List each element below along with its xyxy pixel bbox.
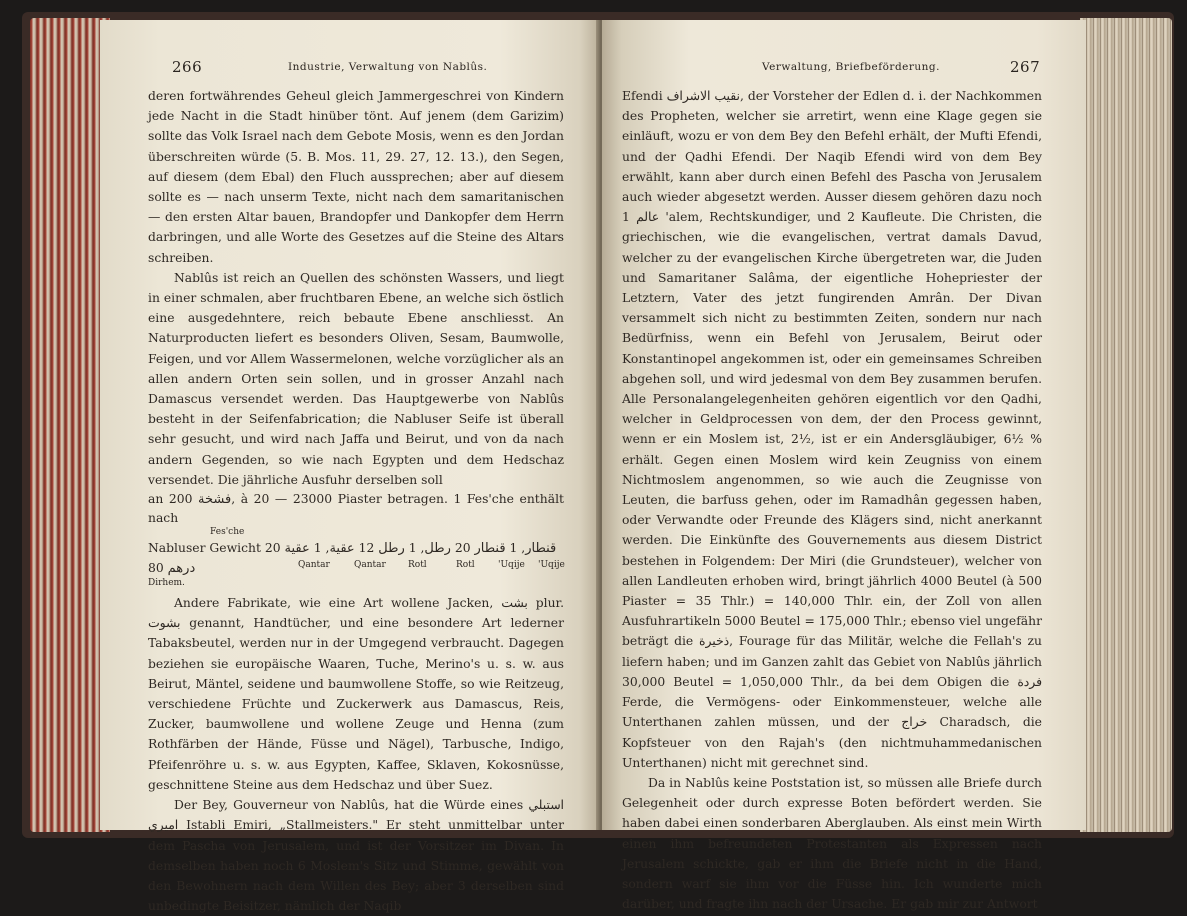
left-paragraph: deren fortwährendes Geheul gleich Jammergeschrei von Kindern jede Nacht in die Stadt hinüber tönt. Auf jenem (dem Garizim) sollte das Volk Israel nach dem Gebote Mosis, wenn es den Jordan überschreiten würde (5. B. Mos. 11, 29. 27, 12. 13.), den Segen, auf diesem (dem Ebal) den Fluch aussprechen; aber auf diesem sollte es — nach unserm Texte, nicht nach dem samaritanischen — den ersten Altar bauen, Brandopfer und Dankopfer dem Herrn darbringen, und alle Worte des Gesetzes auf die Steine des Altars schreiben.	[148, 89, 564, 265]
weight-last: 80 درهم	[148, 561, 196, 577]
right-page-number: 267	[1010, 58, 1041, 76]
right-paragraph: Efendi نقيب الاشراف, der Vorsteher der Edlen d. i. der Nachkommen des Propheten, welcher sie arretirt, wenn eine Klage gegen sie einläuft, wozu er von dem Bey den Befehl erhält, der Mufti Efendi, und der Qadhi Efendi. Der Naqib Efendi wird von dem Bey erwählt, kann aber durch einen Befehl des Pascha von Jerusalem auch wieder abgesetzt werden. Ausser diesem gehören dazu noch 1 عالم 'alem, Rechtskundiger, und 2 Kaufleute. Die Christen, die griechischen, wie die evangelischen, vertrat damals Davud, welcher zu der evangelischen Kirche übergetreten war, die Juden und Samaritaner Salâma, der eigentliche Hohepriester der Letztern, Vater des jetzt fungirenden Amrân. Der Divan versammelt sich nicht zu bestimmten Zeiten, sondern nur nach Bedürfniss, wenn ein Befehl von Jerusalem, Beirut oder Konstantinopel angekommen ist, oder ein gemeinsames Schreiben abgehen soll, und wird jedesmal von dem Bey zusammen berufen. Alle Personalangelegenheiten gehören eigentlich vor den Qadhi, welcher in Geldprocessen von dem, der den Process gewinnt, wenn er ein Moslem ist, 2½, ist er ein Andersgläubiger, 6½ % erhält. Gegen einen Moslem wird kein Zeugniss von einem Nichtmoslem angenommen, so wie auch die Zeugnisse von Leuten, die barfuss gehen, oder im Ramadhân gegessen haben, oder Verwandte oder Freunde des Klägers sind, nicht anerkannt werden. Die Einkünfte des Gouvernements aus diesem District bestehen in Folgendem: Der Miri (die Grundsteuer), welcher von allen Landleuten erhoben wird, bringt jährlich 4000 Beutel (à 500 Piaster = 35 Thlr.) = 140,000 Thlr. ein, der Zoll von allen Ausfuhrartikeln 5000 Beutel = 175,000 Thlr.; ebenso viel ungefähr beträgt die ذخيرة, Fourage für das Militär, welche die Fellah's zu liefern haben; und im Ganzen zahlt das Gebiet von Nablûs jährlich 30,000 Beutel = 1,050,000 Thlr., da bei dem Obigen die فردة Ferde, die Vermögens- oder Einkommensteuer, welche alle Unterthanen zahlen müssen, und der خراج Charadsch, die Kopfsteuer von den Rajah's (den nichtmuhammedanischen Unterthanen) nicht mit gerechnet sind.	[622, 89, 1042, 770]
weight-item: 1 عقية	[284, 541, 322, 557]
right-page	[602, 20, 1086, 912]
right-header	[602, 58, 1086, 82]
right-running-head: Verwaltung, Briefbeförderung.	[762, 61, 940, 73]
left-paragraph: Andere Fabrikate, wie eine Art wollene Jacken, بشت plur. بشوت genannt, Handtücher, und eine besondere Art lederner Tabaksbeutel, werden nur in der Umgegend verbraucht. Dagegen beziehen sie europäische Waaren, Tuche, Merino's u. s. w. aus Beirut, Mäntel, seidene und baumwollene Stoffe, so wie Reitzeug, verschiedene Früchte und Zuckerwerk aus Damascus, Reis, Zucker, baumwollene und wollene Zeuge und Henna (zum Rothfärben der Hände, Füsse und Nägel), Tarbusche, Indigo, Pfeifenröhre u. s. w. aus Egypten, Kaffee, Sklaven, Kokosnüsse, geschnittene Steine aus dem Hedschaz und über Suez.	[148, 596, 564, 792]
dirhem-label: Dirhem.	[148, 578, 185, 589]
weights-table: Nabluser Gewicht 20 قنطار, 1 قنطار 20 رطل, 1 رطل 12 عقية, 1 عقية 80 درهم Qantar Qantar Rotl Rotl 'Uqije 'Uqije Dirhem.	[148, 541, 565, 589]
weight-item: 1 قنطار	[474, 541, 518, 557]
weight-item: 20 قنطار,	[264, 541, 557, 557]
left-paragraph: Der Bey, Gouverneur von Nablûs, hat die Würde eines استبلي اميري Istabli Emiri, „Stallmeisters." Er steht unmittelbar unter dem Pascha von Jerusalem, und ist der Vorsitzer im Divan. In demselben haben noch 6 Moslem's Sitz und Stimme, gewählt von den Bewohnern nach dem Willen des Bey; aber 3 derselben sind unbedingte Beisitzer, nämlich der Naqib	[148, 798, 564, 914]
left-paragraph: Nablûs ist reich an Quellen des schönsten Wassers, und liegt in einer schmalen, aber fruchtbaren Ebene, an welche sich östlich eine ausgedehntere, reich bebaute Ebene anschliesst. An Naturproducten liefert es besonders Oliven, Sesam, Baumwolle, Feigen, und vor Allem Wassermelonen, welche vorzüglicher als an allen andern Orten sein sollen, und in grosser Anzahl nach Damascus versendet werden. Das Hauptgewerbe von Nablûs besteht in der Seifenfabrication; die Nabluser Seife ist überall sehr gesucht, und wird nach Jaffa und Beirut, und von da nach andern Gegenden, so wie nach Egypten und dem Hedschaz versendet. Die jährliche Ausfuhr derselben soll	[148, 270, 564, 487]
page-edges-right	[1080, 18, 1172, 832]
left-running-head: Industrie, Verwaltung von Nablûs.	[288, 61, 488, 73]
right-body	[622, 86, 1042, 914]
left-page	[100, 20, 600, 914]
right-paragraph: Da in Nablûs keine Poststation ist, so müssen alle Briefe durch Gelegenheit oder durch expresse Boten befördert werden. Sie haben dabei einen sonderbaren Aberglauben. Als einst mein Wirth einen ihm befreundeten Protestanten als Expressen nach Jerusalem schickte, gab er ihm die Briefe nicht in die Hand, sondern warf sie ihm vor die Füsse hin. Ich wunderte mich darüber, und fragte ihn nach der Ursache. Er gab mir zur Antwort	[622, 775, 1042, 912]
weight-item: 1 رطل	[378, 541, 417, 557]
left-page-number: 266	[172, 58, 203, 76]
left-header	[100, 58, 600, 82]
page-edges-left	[30, 18, 110, 832]
fes-label: Fes'che	[210, 527, 245, 538]
fes-line: an 200 فشخة, à 20 — 23000 Piaster betragen. 1 Fes'che enthält nach	[148, 492, 564, 526]
weight-item: 12 عقية,	[325, 541, 375, 557]
left-body	[148, 86, 564, 916]
weight-item: 20 رطل,	[420, 541, 471, 557]
arabic-fes: فشخة	[198, 492, 232, 508]
